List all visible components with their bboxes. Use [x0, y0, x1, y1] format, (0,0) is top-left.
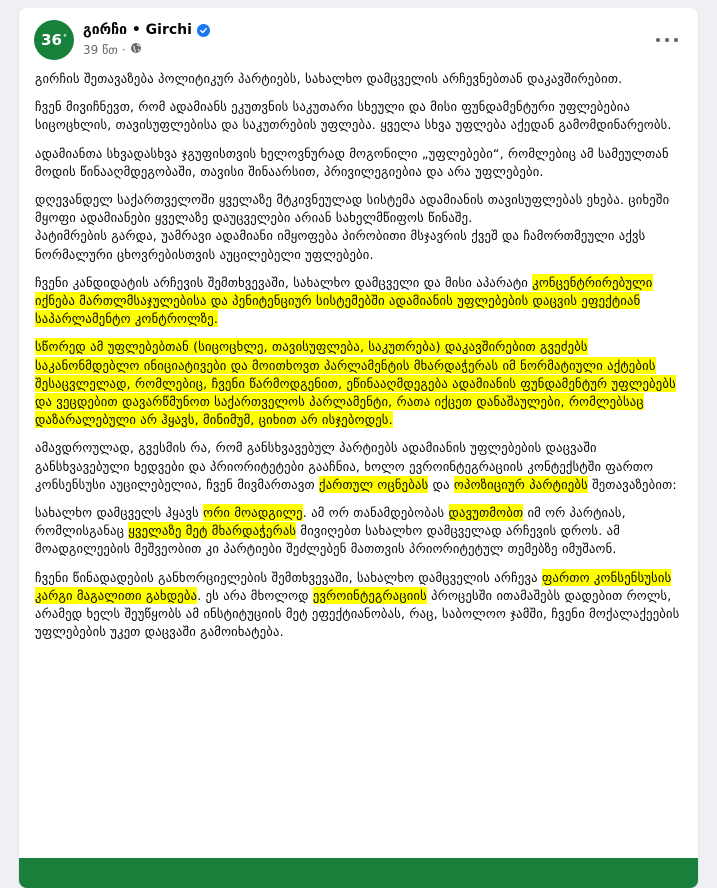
post-card [19, 8, 698, 888]
post-paragraph [35, 70, 685, 88]
post-paragraph [35, 439, 685, 494]
highlighted-text: დავუთმობთ [448, 505, 524, 521]
post-paragraph [35, 191, 685, 264]
text-segment: . ამ ორ თანამდებობას [302, 505, 449, 521]
text-segment: . ეს არა მხოლოდ [197, 587, 313, 603]
text-segment: ჩვენი კანდიდატის არჩევის შემთხვევაში, სახალხო დამცველი და მისი აპარატი [35, 274, 533, 290]
text-segment: მივიღებთ სახალხო დამცველად არჩევის დროს. ამ მოადგილეების მეშვეობით კი პარტიები შეძლებენ მათთვის პრიორიტეტულ თემებზე იმუშაონ. [35, 523, 620, 557]
highlighted-text: ქართულ ოცნებას [319, 476, 429, 492]
post-paragraph [35, 145, 685, 181]
verified-badge-icon [197, 24, 210, 37]
highlighted-text: კონცენტრირებული იქნება მართლმსაჯულებისა და პენიტენციურ სისტემებში ადამიანის უფლებების დაცვის ეფექტიან საპარლამენტო კონტროლზე. [35, 274, 653, 327]
text-segment: ამავდროულად, გვესმის რა, რომ განსხვავებულ პარტიებს ადამიანის უფლებების დაცვაში განსხვავებული ხედვები და პრიორიტეტები გააჩნია, ხოლო ევროინტეგრაციის კონტექსტში ფართო კონსენსუსი აუცილებელია, ჩვენ მივმართავთ [35, 440, 654, 492]
post-paragraph [35, 569, 685, 642]
highlighted-text: ორი მოადგილე [203, 505, 303, 521]
text-segment: ჩვენ მივიჩნევთ, რომ ადამიანს ეკუთვნის საკუთარი სხეული და მისი ფუნდამენტური უფლებებია სიცოცხლის, თავისუფლებისა და საკუთრების უფლება. ყველა სხვა უფლება აქედან გამომდინარეობს. [35, 99, 672, 133]
avatar-text: 36 [41, 31, 62, 49]
globe-icon [130, 42, 142, 57]
more-options-icon[interactable] [656, 30, 678, 50]
post-paragraph [35, 274, 685, 329]
text-segment: ჩვენი წინადადების განხორციელების შემთხვევაში, სახალხო დამცველის არჩევა [35, 569, 542, 585]
separator: · [121, 42, 126, 57]
text-segment: შეთავაზებით: [587, 476, 677, 492]
post-text [35, 70, 685, 651]
post-image-preview[interactable] [19, 858, 698, 888]
text-segment: გირჩის შეთავაზება პოლიტიკურ პარტიებს, სახალხო დამცველის არჩევნებთან დაკავშირებით. [35, 71, 623, 86]
page-name-row [83, 22, 210, 38]
highlighted-text: ოპოზიციურ პარტიებს [453, 476, 588, 492]
highlighted-text: ფართო კონსენსუსის კარგი მაგალითი გახდება [35, 569, 672, 603]
text-segment: ადამიანთა სხვადასხვა ჯგუფისთვის ხელოვნურად მოგონილი „უფლებები“, რომლებიც ამ სამეულთან მოდის წინააღმდეგობაში, თავისი შინაარსით, პრივილეგიებია და არა უფლებები. [35, 145, 669, 179]
highlighted-text: ევროინტეგრაციის [312, 587, 427, 603]
highlighted-text: ყველაზე მეტ მხარდაჭერას [128, 523, 297, 539]
text-segment: სახალხო დამცველს ჰყავს [35, 505, 204, 521]
text-segment: დღევანდელ საქართველოში ყველაზე მტკივნეულად სისტემა ადამიანის თავისუფლებას ეხება. ციხეში მყოფი ადამიანები ყველაზე დაუცველები არიან სახელმწიფოს წინაშე. [35, 192, 670, 226]
post-paragraph [35, 98, 685, 134]
post-time[interactable]: 39 წთ [83, 42, 118, 57]
post-header [34, 20, 686, 64]
page-avatar[interactable] [34, 20, 74, 60]
text-segment: და [428, 476, 454, 492]
post-meta [83, 42, 142, 57]
page-name[interactable]: გირჩი • Girchi [83, 22, 192, 38]
post-paragraph [35, 504, 685, 559]
highlighted-text: სწორედ ამ უფლებებთან (სიცოცხლე, თავისუფლება, საკუთრება) დაკავშირებით გვეძებს საკანონმდებლო ინიციატივები და მოითხოვთ პარლამენტის მხარდაჭერას იმ ნორმატიული აქტების შესაცვლელად, რომლებიც, ჩვენი წარმოდგენით, ეწინააღმდეგება ადამიანის ფუნდამენტურ უფლებებს და ვეცდებით დავარწმუნოთ საქართველოს პარლამენტი, რათა იქცეთ დანაშაულები, რომლებსაც დაზარალებული არ ჰყავს, მინიმუმ, ციხით არ ისჯებოდეს. [35, 339, 676, 428]
text-segment: პატიმრების გარდა, უამრავი ადამიანი იმყოფება პირობითი მსჯავრის ქვეშ და ჩამორთმეული აქვს ნორმალური ცხოვრებისთვის აუცილებელი უფლებები. [35, 228, 646, 262]
text-segment: იმ ორ პარტიას, რომლისგანაც [35, 505, 626, 539]
text-segment: პროცესში ითამაშებს დადებით როლს, არამედ ხელს შეუწყობს ამ ინსტიტუციის მეტ ეფექტიანობას, რაც, საბოლოო ჯამში, ჩვენი მოქალაქეების უფლებების უკეთ დაცვაში გამოიხატება. [35, 587, 680, 640]
post-paragraph [35, 338, 685, 429]
avatar-degree: ° [62, 32, 67, 42]
